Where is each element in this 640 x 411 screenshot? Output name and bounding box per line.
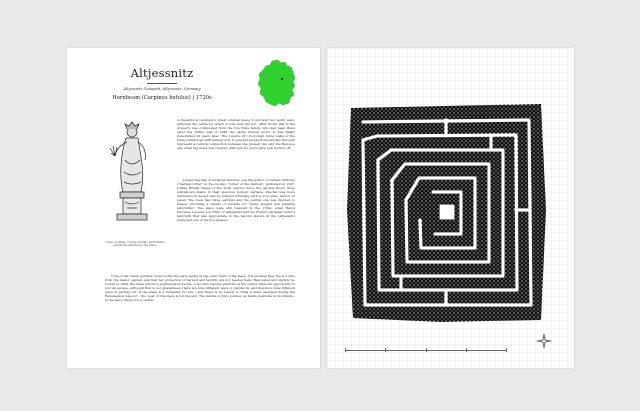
maze-plan-diagram [341,100,551,325]
species-date: Hornbeam (Carpinus betulus) | 1720s [112,95,212,101]
compass-rose-icon [535,332,553,350]
location-subtitle: Altjessnitz Gutspark, Altjessnitz, Germany [123,87,201,91]
scale-tick [385,348,386,352]
scale-tick [345,348,346,352]
scale-tick [466,348,467,352]
body-paragraph-2: Johann Peschel, a Lutheran minister, was the author of Garten-Ordnung ("Garden Order" in five books), "Order of the Garden", published in 1597. Unlike British mazes of the sixth century here, the garden shows those well-known plants in their spacious nursery gardens. Peschel was more interested in design and he advised trimming with a good plan, shown on paper. The book had three sections and the central one was devoted to mazes, providing a variety of designs for "many elegant and amusing labyrinths". The plans were still relevant in the 1720s, when Baron Nicolaus Leopold von Ende of Altjessnitz had his French gardener build a labyrinth that was appropriate to the baron's station in life (Altjessnitz being just one of his five estates). [177,178,295,223]
body-paragraph-3: Y ms of the Greek goddess Ceres works the early spring in the outer walls of the maze, it is possible that she is a relic from the manor garden, and that her protection of harvest and fertility are not needed here. Renovated and slightly re-routed in 1894, the maze follows a sophisticated design. A wooden viewing platform at the centre offers an opportunity to plot an escape, although that is not guaranteed; there are nine different ways of getting in, and therefore nine different ways of getting out. If the maze is a metaphor for life – and there is no reason to think a maze designed during the Renaissance was not – the 'goal' of the maze is not the end. The middle of life's journey, as Dante mentions in his Inferno, is the place where we go astray. [105,274,295,303]
right-page [327,48,574,368]
title-divider [147,83,177,84]
germany-map-icon [251,58,301,108]
ceres-statue-image [107,120,157,230]
page-title: Altjessnitz [130,66,194,80]
scale-tick [506,348,507,352]
body-paragraph-1: A ltjessnitz is Germany's oldest original maze. It survived two world wars, although the castle for which it was built did not. After World War II the property was confiscated from the Von Ende family, who had been there since the 1690s, and in 1948 the castle burned down. It was finally demolished 20 years later. The 2-metre (6½-foot)-high living walls of the maze (reinforced with barbed wire to prevent people from barging through) represent a cultural connection between the present day and the Baroque era, when the maze was created, although six doors gave look further off. [177,118,295,151]
statue-caption: Ceres, goddess of grain, fertility and fertility, guards the entrance to the maze. [105,241,165,248]
scale-tick [426,348,427,352]
left-page [67,48,320,368]
